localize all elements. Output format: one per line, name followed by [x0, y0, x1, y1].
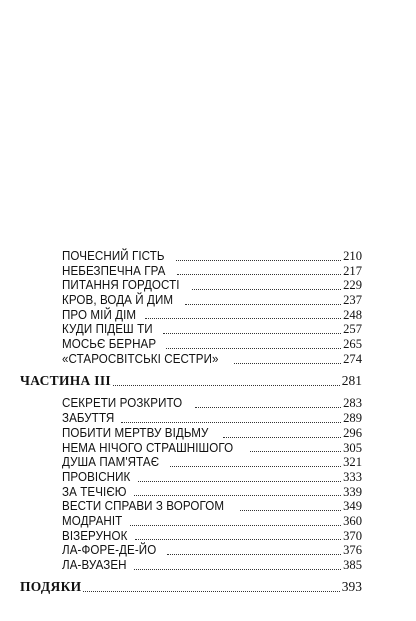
- toc-entry[interactable]: [62, 426, 362, 441]
- toc-entry[interactable]: [62, 558, 362, 573]
- toc-part-3[interactable]: [20, 373, 362, 389]
- toc-entry[interactable]: [62, 278, 362, 293]
- toc-entry-title: ПОЧЕСНИЙ ГІСТЬ: [62, 248, 165, 263]
- toc-entry[interactable]: [62, 499, 362, 514]
- dot-leader: [223, 437, 341, 438]
- toc-entry-page: 296: [343, 425, 362, 440]
- toc-entry-page: 257: [343, 322, 362, 337]
- toc-group-2: [62, 397, 362, 573]
- toc-entry-page: 248: [343, 307, 362, 322]
- dot-leader: [250, 451, 341, 452]
- dot-leader: [192, 289, 341, 290]
- dot-leader: [167, 554, 342, 555]
- toc-entry[interactable]: [62, 397, 362, 412]
- dot-leader: [195, 407, 341, 408]
- toc-entry-page: 274: [343, 351, 362, 366]
- toc-entry[interactable]: [62, 308, 362, 323]
- dot-leader: [234, 363, 341, 364]
- toc-entry-page: 265: [343, 337, 362, 352]
- toc-entry-title: ПОБИТИ МЕРТВУ ВІДЬМУ: [62, 425, 209, 440]
- toc-entry-title: ВЕСТИ СПРАВИ З ВОРОГОМ: [62, 499, 225, 514]
- toc-entry[interactable]: [62, 529, 362, 544]
- dot-leader: [134, 495, 341, 496]
- dot-leader: [121, 422, 341, 423]
- toc-entry[interactable]: [62, 264, 362, 279]
- toc-entry[interactable]: [62, 249, 362, 264]
- toc-entry-title: ПИТАННЯ ГОРДОСТІ: [62, 278, 180, 293]
- toc-entry-page: 210: [343, 248, 362, 263]
- dot-leader: [176, 260, 342, 261]
- dot-leader: [134, 569, 341, 570]
- toc-entry-title: КУДИ ПІДЕШ ТИ: [62, 322, 153, 337]
- toc-entry-page: 321: [343, 455, 362, 470]
- toc-entry[interactable]: [62, 485, 362, 500]
- toc-entry[interactable]: [62, 337, 362, 352]
- toc-entry[interactable]: [62, 455, 362, 470]
- toc-entry-page: 339: [343, 484, 362, 499]
- toc-group-1: [62, 249, 362, 367]
- toc-entry-page: 393: [341, 578, 362, 594]
- dot-leader: [185, 304, 341, 305]
- dot-leader: [135, 539, 341, 540]
- dot-leader: [83, 591, 339, 592]
- toc-entry-title: ПОДЯКИ: [20, 578, 82, 594]
- toc-entry-title: НЕБЕЗПЕЧНА ГРА: [62, 263, 166, 278]
- toc-entry[interactable]: [62, 470, 362, 485]
- toc-entry-title: ЛА-ФОРЕ-ДЕ-ЙО: [62, 543, 157, 558]
- toc-entry-page: 217: [343, 263, 362, 278]
- dot-leader: [113, 385, 340, 386]
- toc-entry-page: 305: [343, 440, 362, 455]
- toc-entry-title: СЕКРЕТИ РОЗКРИТО: [62, 396, 183, 411]
- toc-entry-page: 229: [343, 278, 362, 293]
- toc-entry-title: ЧАСТИНА III: [20, 372, 111, 388]
- toc-entry-page: 370: [343, 528, 362, 543]
- toc-entry-page: 289: [343, 411, 362, 426]
- toc-entry[interactable]: [62, 322, 362, 337]
- toc-entry-title: ДУША ПАМ'ЯТАЄ: [62, 455, 160, 470]
- toc-entry-title: КРОВ, ВОДА Й ДИМ: [62, 293, 174, 308]
- dot-leader: [138, 481, 341, 482]
- toc-entry-title: НЕМА НІЧОГО СТРАШНІШОГО: [62, 440, 234, 455]
- dot-leader: [163, 333, 342, 334]
- toc-entry[interactable]: [62, 411, 362, 426]
- toc-entry[interactable]: [62, 352, 362, 367]
- toc-entry[interactable]: [62, 514, 362, 529]
- toc-entry-title: ПРО МІЙ ДІМ: [62, 307, 137, 322]
- toc-entry-page: 237: [343, 293, 362, 308]
- toc-entry-title: ВІЗЕРУНОК: [62, 528, 128, 543]
- toc-entry-page: 376: [343, 543, 362, 558]
- dot-leader: [166, 348, 341, 349]
- table-of-contents: [20, 248, 362, 603]
- toc-entry-title: «СТАРОСВІТСЬКІ СЕСТРИ»: [62, 351, 219, 366]
- toc-entry[interactable]: [62, 293, 362, 308]
- toc-entry-title: МОСЬЄ БЕРНАР: [62, 337, 157, 352]
- toc-entry-title: МОДРАНІТ: [62, 513, 123, 528]
- toc-entry[interactable]: [62, 441, 362, 456]
- dot-leader: [130, 525, 342, 526]
- toc-entry-title: ЗА ТЕЧІЄЮ: [62, 484, 127, 499]
- toc-entry-title: ПРОВІСНИК: [62, 469, 131, 484]
- toc-entry[interactable]: [62, 543, 362, 558]
- toc-entry-page: 349: [343, 499, 362, 514]
- toc-thanks[interactable]: [20, 579, 362, 595]
- toc-entry-title: ЗАБУТТЯ: [62, 411, 115, 426]
- dot-leader: [170, 466, 342, 467]
- dot-leader: [177, 274, 342, 275]
- dot-leader: [240, 510, 341, 511]
- dot-leader: [145, 318, 341, 319]
- toc-entry-page: 283: [343, 396, 362, 411]
- toc-entry-page: 360: [343, 513, 362, 528]
- toc-entry-page: 281: [341, 372, 362, 388]
- toc-entry-page: 333: [343, 469, 362, 484]
- toc-entry-title: ЛА-ВУАЗЕН: [62, 558, 127, 573]
- toc-entry-page: 385: [343, 558, 362, 573]
